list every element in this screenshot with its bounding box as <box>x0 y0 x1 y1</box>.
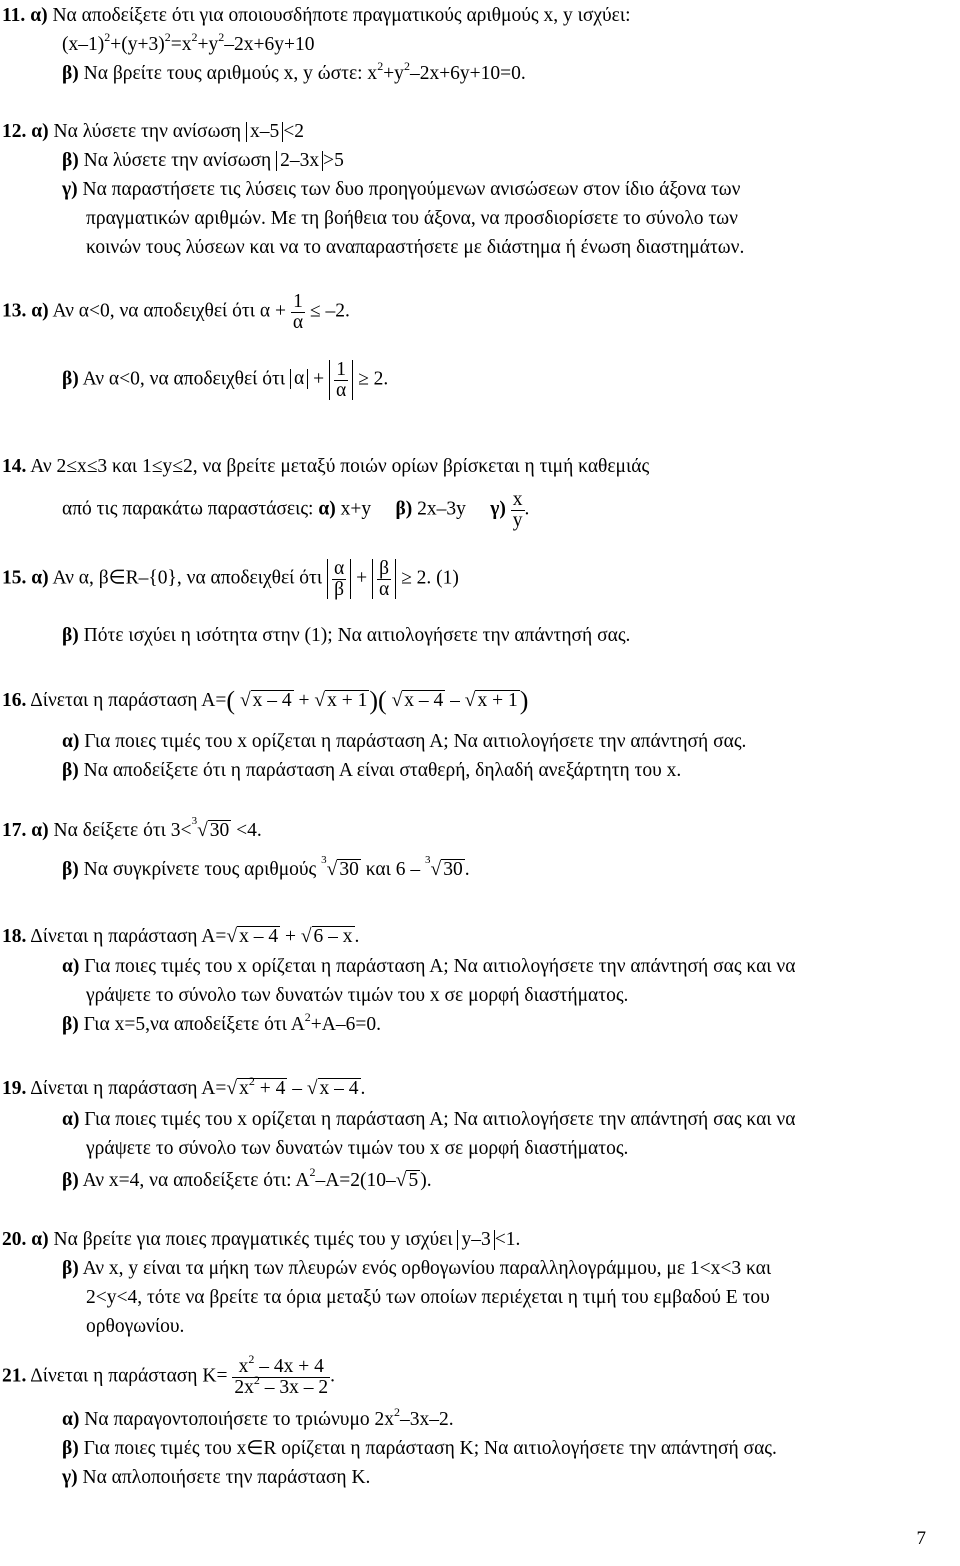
problem-12-c-line3: κοινών τους λύσεων και να το αναπαραστήσετε με διάστημα ή ένωση διαστημάτων. <box>86 237 745 258</box>
problem-16-a: α) Για ποιες τιμές του x ορίζεται η παράσταση Α; Να αιτιολογήσετε την απάντησή σας. <box>62 731 747 752</box>
problem-17-a: 17. α) Να δείξετε ότι 3<$^3$√ 30 <4. <box>2 815 262 841</box>
problem-20-b: β) Αν x, y είναι τα μήκη των πλευρών ενός ορθογωνίου παραλληλογράμμου, με 1<x<3 και <box>62 1258 772 1279</box>
problem-18-a: α) Για ποιες τιμές του x ορίζεται η παράσταση Α; Να αιτιολογήσετε την απάντησή σας και να <box>62 956 796 977</box>
problem-21-a: α) Να παραγοντοποιήσετε το τριώνυμο $2x^2-3x-2$. <box>62 1405 454 1430</box>
problem-21-c: γ) Να απλοποιήσετε την παράσταση Κ. <box>62 1467 371 1488</box>
problem-18-a-line2: γράψετε το σύνολο των δυνατών τιμών του x σε μορφή διαστήματος. <box>86 985 629 1006</box>
problem-18: 18. Δίνεται η παράσταση Α=√ x – 4 + √ 6 – x . <box>2 926 360 947</box>
problem-11-formula: $(x-1)^2+(y+3)^2=x^2+y^2-2x+6y+10$ <box>62 30 315 55</box>
problem-16: 16. Δίνεται η παράσταση Α=( √ x – 4 + √ x + 1)( √ x – 4 – √ x + 1) <box>2 686 529 715</box>
abs-fraction: $\frac{1}{\alpha}$ <box>329 360 353 400</box>
problem-19-a-line2: γράψετε το σύνολο των δυνατών τιμών του x σε μορφή διαστήματος. <box>86 1138 629 1159</box>
problem-12-a: 12. α) Να λύσετε την ανίσωση x–5 <2 <box>2 121 304 142</box>
problem-19: 19. Δίνεται η παράσταση Α=√ $x^2 + 4$ – √ x – 4 . <box>2 1074 366 1099</box>
problem-14-line1: 14. Αν 2≤x≤3 και 1≤y≤2, να βρείτε μεταξύ ποιών ορίων βρίσκεται η τιμή καθεμιάς <box>2 456 650 477</box>
problem-11-b: β) Να βρείτε τους αριθμούς x, y ώστε: $x^2+y^2-2x+6y+10=0$. <box>62 59 526 84</box>
problem-14-line2: από τις παρακάτω παραστάσεις: α) x+y β) 2x–3y γ) $\frac{x}{y}$ . <box>62 489 530 531</box>
problem-21: 21. Δίνεται η παράσταση Κ= $\frac{x^2 - 4x + 4}{2x^2 - 3x - 2}$ . <box>2 1352 335 1398</box>
fraction-1-over-alpha: $\frac{1}{\alpha}$ <box>292 291 304 333</box>
problem-15-a: 15. α) Αν α, β∈R–{0}, να αποδειχθεί ότι $\frac{\alpha}{\beta}$ + $\frac{\beta}{\alpha}$ ≥ 2. (1) <box>2 558 459 600</box>
problem-21-b: β) Για ποιες τιμές του x∈R ορίζεται η παράσταση Κ; Να αιτιολογήσετε την απάντησή σας. <box>62 1438 777 1459</box>
fraction-x-over-y: $\frac{x}{y}$ <box>512 489 523 531</box>
fraction-k: $\frac{x^2 - 4x + 4}{2x^2 - 3x - 2}$ <box>234 1352 329 1398</box>
problem-17-b: β) Να συγκρίνετε τους αριθμούς $^3$√ 30 και 6 – $^3$√ 30 . <box>62 854 470 880</box>
problem-20-a: 20. α) Να βρείτε για ποιες πραγματικές τιμές του y ισχύει y–3 <1. <box>2 1229 521 1250</box>
problem-12-c: γ) Να παραστήσετε τις λύσεις των δυο προηγούμενων ανισώσεων στον ίδιο άξονα των <box>62 179 741 200</box>
problem-13-a: 13. α) Αν α<0, να αποδειχθεί ότι α + $\frac{1}{\alpha}$ ≤ –2. <box>2 291 350 333</box>
problem-12-b: β) Να λύσετε την ανίσωση 2–3x >5 <box>62 150 344 171</box>
problem-19-b: β) Αν x=4, να αποδείξετε ότι: $A^2-A=2(10-√$ 5 ). <box>62 1165 432 1191</box>
problem-20-b-line2: 2<y<4, τότε να βρείτε τα όρια μεταξύ των οποίων περιέχεται η τιμή του εμβαδού Ε του <box>86 1287 770 1308</box>
problem-13-b: β) Αν α<0, να αποδειχθεί ότι α + $\frac{1}{\alpha}$ ≥ 2. <box>62 359 389 401</box>
problem-19-a: α) Για ποιες τιμές του x ορίζεται η παράσταση Α; Να αιτιολογήσετε την απάντησή σας και να <box>62 1109 796 1130</box>
problem-16-b: β) Να αποδείξετε ότι η παράσταση Α είναι σταθερή, δηλαδή ανεξάρτητη του x. <box>62 760 682 781</box>
problem-12-c-line2: πραγματικών αριθμών. Με τη βοήθεια του άξονα, να προσδιορίσετε το σύνολο των <box>86 208 738 229</box>
problem-15-b: β) Πότε ισχύει η ισότητα στην (1); Να αιτιολογήσετε την απάντησή σας. <box>62 625 631 646</box>
problem-18-b: β) Για x=5,να αποδείξετε ότι $A^2+A-6=0$. <box>62 1010 381 1035</box>
page-number: 7 <box>916 1528 926 1549</box>
problem-20-b-line3: ορθογωνίου. <box>86 1316 185 1337</box>
problem-11-a: 11. α) Να αποδείξετε ότι για οποιουσδήποτε πραγματικούς αριθμούς x, y ισχύει: <box>2 5 631 26</box>
